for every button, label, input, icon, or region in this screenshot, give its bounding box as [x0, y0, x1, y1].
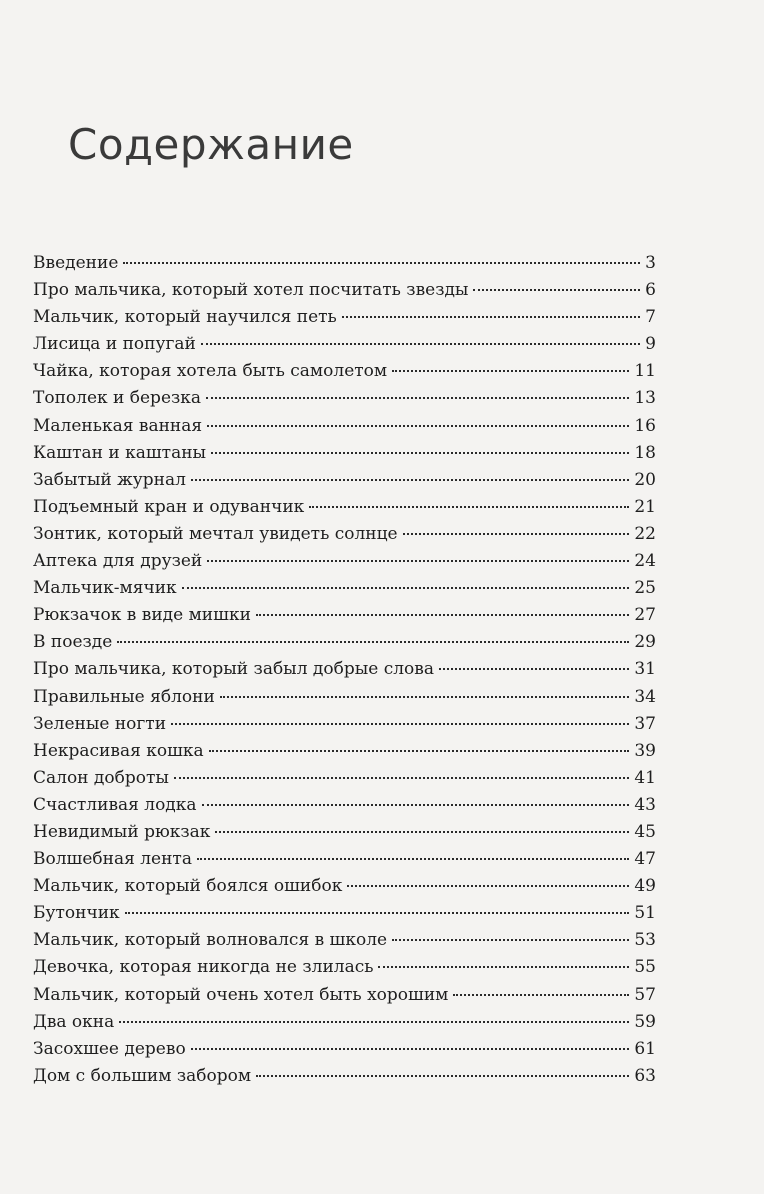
toc-entry: [33, 334, 656, 361]
dot-leader: [209, 750, 630, 752]
toc-entry-title: Правильные яблони: [33, 686, 215, 707]
toc-entry-title: Два окна: [33, 1011, 115, 1032]
dot-leader: [220, 696, 630, 698]
toc-entry: [33, 1066, 656, 1093]
toc-entry-title: Маленькая ванная: [33, 415, 203, 436]
toc-entry-title: Чайка, которая хотела быть самолетом: [33, 361, 388, 382]
toc-entry-page-number: 41: [634, 767, 656, 788]
dot-leader: [206, 397, 629, 399]
toc-entry-page-number: 59: [634, 1011, 656, 1032]
toc-entry-title: Мальчик-мячик: [33, 578, 177, 599]
toc-entry-title: Некрасивая кошка: [33, 740, 204, 761]
toc-entry: [33, 361, 656, 388]
toc-entry: [33, 443, 656, 470]
toc-entry-title: Забытый журнал: [33, 469, 186, 490]
toc-entry: [33, 985, 656, 1012]
dot-leader: [123, 262, 640, 264]
toc-entry-page-number: 3: [645, 253, 656, 273]
toc-entry-title: Салон доброты: [33, 767, 169, 788]
dot-leader: [171, 723, 629, 725]
toc-entry-page-number: 39: [634, 740, 656, 761]
toc-entry: [33, 605, 656, 632]
toc-entry-title: Тополек и березка: [33, 388, 202, 409]
toc-entry: [33, 388, 656, 415]
toc-entry-page-number: 25: [634, 578, 656, 599]
toc-entry-title: Про мальчика, который забыл добрые слова: [33, 659, 434, 680]
toc-entry-page-number: 13: [634, 388, 656, 409]
toc-entry-title: Про мальчика, который хотел посчитать звезды: [33, 280, 469, 301]
dot-leader: [453, 994, 629, 996]
toc-entry-title: Мальчик, который боялся ошибок: [33, 876, 343, 897]
toc-entry: [33, 416, 656, 443]
toc-entry-page-number: 6: [645, 280, 656, 301]
toc-entry-page-number: 29: [634, 632, 656, 653]
table-of-contents: [33, 253, 656, 1093]
toc-entry-page-number: 20: [634, 469, 656, 490]
toc-entry-page-number: 22: [634, 523, 656, 544]
toc-entry-page-number: 16: [634, 415, 656, 436]
dot-leader: [125, 912, 630, 914]
toc-entry: [33, 524, 656, 551]
toc-entry-title: Волшебная лента: [33, 849, 192, 870]
toc-entry-title: Мальчик, который волновался в школе: [33, 930, 388, 951]
toc-entry-title: Зеленые ногти: [33, 713, 167, 734]
toc-entry-title: Лисица и попугай: [33, 334, 196, 355]
dot-leader: [347, 885, 629, 887]
dot-leader: [439, 668, 629, 670]
toc-entry: [33, 930, 656, 957]
dot-leader: [256, 1075, 629, 1077]
dot-leader: [256, 614, 629, 616]
toc-entry: [33, 307, 656, 334]
toc-entry: [33, 470, 656, 497]
dot-leader: [182, 587, 630, 589]
toc-entry-title: В поезде: [33, 632, 113, 653]
dot-leader: [191, 479, 629, 481]
dot-leader: [119, 1021, 629, 1023]
toc-entry-page-number: 53: [634, 930, 656, 951]
dot-leader: [211, 452, 629, 454]
dot-leader: [191, 1048, 630, 1050]
toc-entry-page-number: 11: [634, 361, 656, 382]
toc-entry-page-number: 43: [634, 794, 656, 815]
dot-leader: [174, 777, 629, 779]
toc-entry: [33, 822, 656, 849]
toc-entry-page-number: 7: [645, 307, 656, 328]
toc-entry: [33, 714, 656, 741]
dot-leader: [392, 370, 629, 372]
toc-entry-page-number: 9: [645, 334, 656, 355]
toc-entry: [33, 497, 656, 524]
toc-entry-title: Невидимый рюкзак: [33, 821, 211, 842]
toc-entry-title: Мальчик, который очень хотел быть хорошим: [33, 984, 449, 1005]
toc-entry: [33, 876, 656, 903]
toc-entry: [33, 903, 656, 930]
dot-leader: [473, 289, 640, 291]
toc-entry-page-number: 31: [634, 659, 656, 680]
toc-entry: [33, 795, 656, 822]
dot-leader: [378, 966, 629, 968]
toc-entry-title: Засохшее дерево: [33, 1038, 186, 1059]
toc-entry-page-number: 47: [634, 849, 656, 870]
dot-leader: [197, 858, 629, 860]
toc-entry-page-number: 24: [634, 551, 656, 572]
toc-entry-page-number: 27: [634, 605, 656, 626]
toc-entry-page-number: 49: [634, 876, 656, 897]
toc-entry-page-number: 57: [634, 984, 656, 1005]
toc-entry: [33, 741, 656, 768]
toc-entry: [33, 280, 656, 307]
toc-entry-page-number: 51: [634, 903, 656, 924]
toc-entry-page-number: 45: [634, 821, 656, 842]
dot-leader: [201, 343, 640, 345]
toc-entry-page-number: 21: [634, 496, 656, 517]
dot-leader: [207, 560, 629, 562]
dot-leader: [215, 831, 629, 833]
toc-entry-page-number: 34: [634, 686, 656, 707]
dot-leader: [392, 939, 629, 941]
toc-entry: [33, 253, 656, 280]
toc-entry-title: Введение: [33, 253, 119, 273]
toc-entry: [33, 578, 656, 605]
toc-entry-title: Аптека для друзей: [33, 551, 203, 572]
dot-leader: [342, 316, 640, 318]
toc-entry-title: Рюкзачок в виде мишки: [33, 605, 251, 626]
toc-entry: [33, 1039, 656, 1066]
toc-entry: [33, 551, 656, 578]
dot-leader: [403, 533, 630, 535]
toc-entry-page-number: 61: [634, 1038, 656, 1059]
toc-entry-page-number: 37: [634, 713, 656, 734]
dot-leader: [207, 425, 629, 427]
toc-entry: [33, 632, 656, 659]
dot-leader: [309, 506, 629, 508]
toc-entry-title: Счастливая лодка: [33, 794, 197, 815]
toc-entry-page-number: 18: [634, 442, 656, 463]
toc-entry-title: Зонтик, который мечтал увидеть солнце: [33, 523, 398, 544]
page-title: Содержание: [68, 120, 354, 169]
toc-entry-title: Девочка, которая никогда не злилась: [33, 957, 374, 978]
toc-entry-title: Бутончик: [33, 903, 120, 924]
toc-entry: [33, 687, 656, 714]
toc-entry: [33, 659, 656, 686]
toc-entry-title: Мальчик, который научился петь: [33, 307, 337, 328]
toc-entry-page-number: 55: [634, 957, 656, 978]
toc-entry-page-number: 63: [634, 1065, 656, 1086]
toc-entry-title: Каштан и каштаны: [33, 442, 207, 463]
dot-leader: [202, 804, 630, 806]
toc-entry-title: Подъемный кран и одуванчик: [33, 496, 305, 517]
toc-entry: [33, 768, 656, 795]
toc-entry: [33, 957, 656, 984]
dot-leader: [117, 641, 629, 643]
toc-entry-title: Дом с большим забором: [33, 1065, 252, 1086]
toc-entry: [33, 1012, 656, 1039]
toc-entry: [33, 849, 656, 876]
